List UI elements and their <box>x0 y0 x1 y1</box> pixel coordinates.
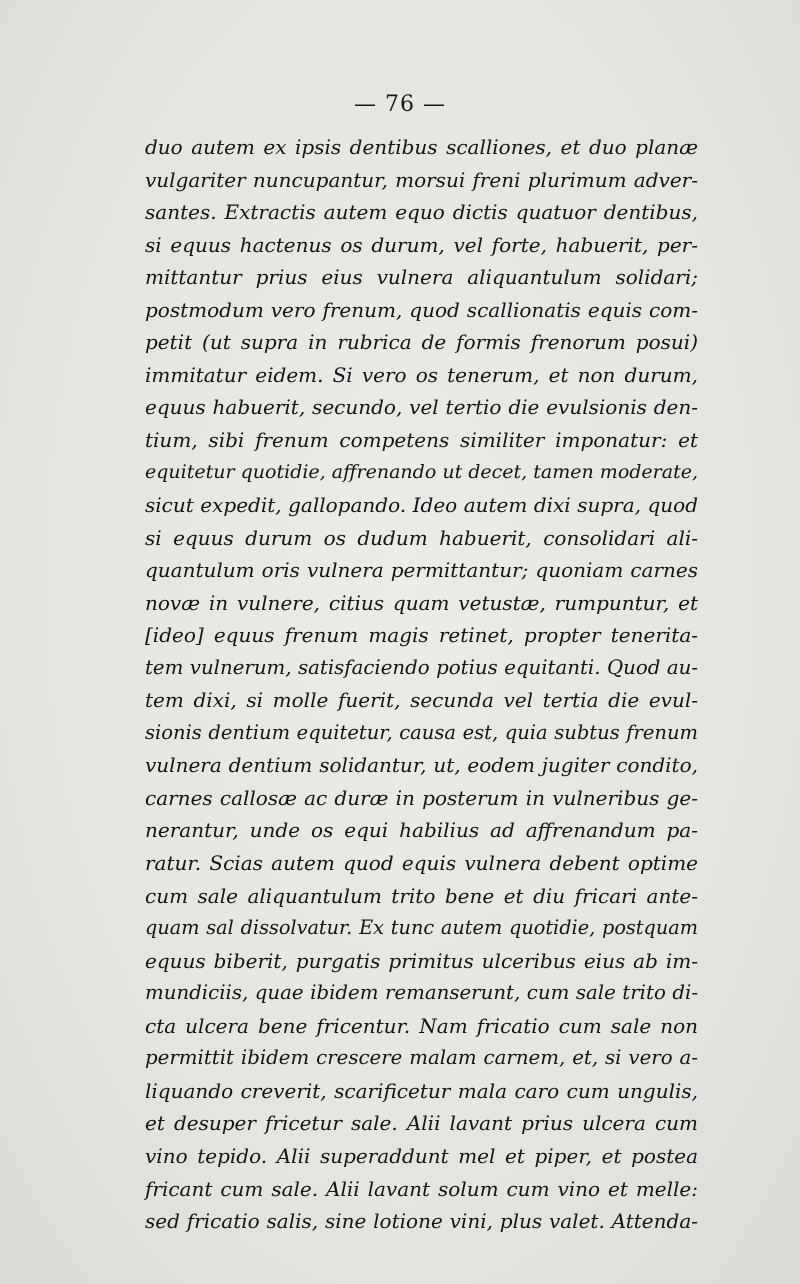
text-line: novæ in vulnere, citius quam vetustæ, rumpuntur, et <box>145 590 698 615</box>
text-line: mittantur prius eius vulnera aliquantulum solidari; <box>145 265 698 290</box>
text-line: mundiciis, quae ibidem remanserunt, cum sale trito di- <box>145 981 698 1005</box>
text-line: permittit ibidem crescere malam carnem, et, si vero a- <box>145 1046 698 1070</box>
text-line: cum sale aliquantulum trito bene et diu fricari ante- <box>145 883 698 908</box>
text-line: vino tepido. Alii superaddunt mel et piper, et postea <box>145 1143 698 1168</box>
text-line: [ideo] equus frenum magis retinet, propter tenerita- <box>145 623 698 648</box>
text-line: tium, sibi frenum competens similiter imponatur: et <box>145 427 698 452</box>
text-line: cta ulcera bene fricentur. Nam fricatio cum sale non <box>145 1013 698 1038</box>
text-line: quantulum oris vulnera permittantur; quoniam carnes <box>145 558 698 583</box>
page-number: — 76 — <box>354 92 446 117</box>
text-line: equus habuerit, secundo, vel tertio die evulsionis den- <box>145 395 698 420</box>
text-line: equus biberit, purgatis primitus ulceribus eius ab im- <box>145 948 698 973</box>
text-line: ratur. Scias autem quod equis vulnera debent optime <box>145 851 698 876</box>
text-line: vulnera dentium solidantur, ut, eodem jugiter condito, <box>145 753 698 778</box>
text-line: liquando creverit, scarificetur mala caro cum ungulis, <box>145 1078 698 1103</box>
text-line: vulgariter nuncupantur, morsui freni plurimum adver- <box>145 167 698 192</box>
text-line: petit (ut supra in rubrica de formis frenorum posui) <box>145 330 698 355</box>
text-line: immitatur eidem. Si vero os tenerum, et non durum, <box>145 362 698 387</box>
text-line: sicut expedit, gallopando. Ideo autem dixi supra, quod <box>145 493 698 518</box>
text-line: santes. Extractis autem equo dictis quatuor dentibus, <box>145 200 698 225</box>
text-line: postmodum vero frenum, quod scallionatis equis com- <box>145 297 698 322</box>
body-text <box>145 131 698 1238</box>
text-line: sed fricatio salis, sine lotione vini, plus valet. Attenda- <box>145 1209 698 1234</box>
text-line: quam sal dissolvatur. Ex tunc autem quotidie, postquam <box>145 916 698 940</box>
text-line: sionis dentium equitetur, causa est, quia subtus frenum <box>145 720 698 744</box>
text-line: carnes callosæ ac duræ in posterum in vulneribus ge- <box>145 785 698 810</box>
text-line: et desuper fricetur sale. Alii lavant prius ulcera cum <box>145 1111 698 1136</box>
text-line: equitetur quotidie, affrenando ut decet, tamen moderate, <box>145 461 698 484</box>
text-line: tem dixi, si molle fuerit, secunda vel tertia die evul- <box>145 688 698 713</box>
text-line: duo autem ex ipsis dentibus scalliones, et duo planæ <box>145 135 698 159</box>
text-line: fricant cum sale. Alii lavant solum cum vino et melle: <box>145 1176 698 1201</box>
text-line: nerantur, unde os equi habilius ad affrenandum pa- <box>145 818 698 843</box>
text-line: si equus hactenus os durum, vel forte, habuerit, per- <box>145 232 698 257</box>
text-line: tem vulnerum, satisfaciendo potius equitanti. Quod au- <box>145 655 698 679</box>
text-line: si equus durum os dudum habuerit, consolidari ali- <box>145 525 698 550</box>
